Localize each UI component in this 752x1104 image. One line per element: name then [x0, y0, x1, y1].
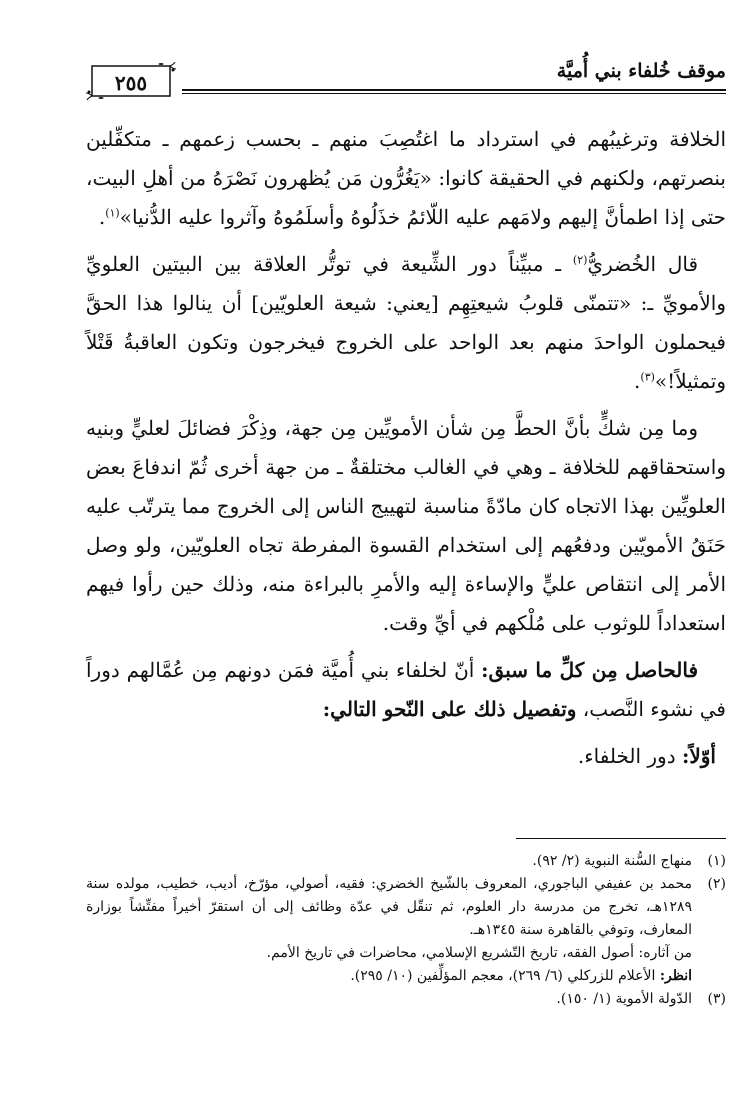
paragraph-1 — [86, 120, 726, 237]
paragraph-5 — [86, 737, 726, 776]
footnote-1-text: منهاج السُّنة النبوية (٢/ ٩٢). — [532, 853, 692, 869]
footnote-number: (٢) — [707, 876, 726, 892]
footnote-2-works: من آثاره: أصول الفقه، تاريخ التّشريع الإسلامي، محاضرات في تاريخ الأمم. — [266, 945, 692, 961]
footnote-2-body — [86, 873, 692, 988]
footnote-2-bio: محمد بن عفيفي الباجوري، المعروف بالشّيخ الخضري: فقيه، أصولي، مؤرّخ، أديب، خطيب، مولده سنة ١٢٨٩هـ، تخرج من مدرسة دار العلوم، ثم تنقّل في عدّة وظائف إلى أن استقرّ أخيراً مفتِّشاً بوزارة المعارف، وتوفي بالقاهرة سنة ١٣٤٥هـ. — [86, 876, 692, 938]
first-point-label: أوّلاً: — [681, 744, 716, 768]
paragraph-2-end: . — [634, 369, 641, 393]
paragraph-3: وما مِن شكٍّ بأنَّ الحطَّ مِن شأن الأمويِّين مِن جهة، وذِكْرَ فضائلَ لعليٍّ وبنيه واستحقاقهم للخلافة ـ وهي في الغالب مختلقةٌ ـ من جهة أخرى ثُمّ اندفاعَ بعض العلويِّين بهذا الاتجاه كان مادّةً مناسبة لتهييج الناس إلى الخروج مما يترتّب عليه حَنَقُ الأمويّين ودفعُهم إلى استخدام القسوة المفرطة تجاه العلويّين، ولو وصل الأمر إلى انتقاص عليٍّ والإساءة إليه والأمرِ بالبراءة منه، وذلك حين رأوا فيهم استعداداً للوثوب على مُلْكهم في أيِّ وقت. — [86, 416, 726, 635]
footnote-2-source-text: الأعلام للزركلي (٦/ ٢٦٩)، معجم المؤلِّفين (١٠/ ٢٩٥). — [350, 968, 660, 984]
paragraph-2-text-a: قال الخُضريُّ — [587, 252, 699, 276]
footnote-2-source-label: انظر: — [659, 968, 692, 984]
running-title: موقف خُلفاء بني أُميَّة — [556, 60, 726, 82]
footnote-ref-1: (١) — [105, 206, 120, 220]
paragraph-4 — [86, 651, 726, 729]
footnote-2-sources — [86, 965, 692, 988]
footnote-separator — [516, 838, 726, 839]
footnote-3 — [86, 988, 726, 1011]
footnote-number: (١) — [707, 853, 726, 869]
paragraph-4-text: أنّ لخلفاء بني أُميَّة فمَن دونهم مِن عُمَّالهم دوراً في نشوء النَّصب، — [86, 658, 726, 721]
footnote-ref-3: (٣) — [640, 370, 655, 384]
page-number: ٢٥٥ — [114, 71, 148, 95]
paragraph-1-text: الخلافة وترغيبُهم في استرداد ما اغتُصِبَ منهم ـ بحسب زعمهم ـ متكفِّلين بنصرتهم، ولكنهم في الحقيقة كانوا: «يَغُرُّون مَن يُظهرون نَصْرَهُ من أهلِ البيت، حتى إذا اطمأنَّ إليهم ولامَهم عليه اللّائمُ خذَلُوهُ وأسلَمُوهُ وآثروا عليه الدُّنيا» — [86, 127, 726, 229]
paragraph-1-end: . — [98, 205, 106, 229]
paragraph-2 — [86, 245, 726, 401]
footnote-2 — [86, 873, 726, 988]
details-lead: وتفصيل ذلك على النّحو التالي: — [322, 697, 577, 721]
footnote-number: (٣) — [707, 991, 726, 1007]
summary-lead: فالحاصل مِن كلِّ ما سبق: — [481, 658, 699, 682]
footnote-3-text: الدّولة الأموية (١/ ١٥٠). — [556, 991, 692, 1007]
page-number-badge — [86, 62, 176, 102]
first-point-text: دور الخلفاء. — [577, 744, 682, 768]
page-header — [86, 50, 726, 106]
footnote-1-body — [86, 850, 692, 873]
header-rule — [182, 89, 726, 91]
footnotes — [86, 850, 726, 1011]
footnote-ref-2: (٢) — [572, 253, 588, 267]
footnote-3-body — [86, 988, 692, 1011]
footnote-1 — [86, 850, 726, 873]
header-rule-thin — [182, 93, 726, 94]
main-text — [86, 120, 726, 784]
paragraph-2-text-b: ـ مبيِّناً دور الشِّيعة في توتُّر العلاقة بين البيتين العلويِّ والأمويِّ ـ: «تتمنّى قلوبُ شيعتِهِم [يعني: شيعة العلويّين] أن ينالوا هذا الحقَّ فيحملون الواحدَ منهم بعد الواحد على الخروج فيخرجون وتكون العاقبةُ قَتْلاً وتمثيلاً!» — [86, 252, 726, 393]
